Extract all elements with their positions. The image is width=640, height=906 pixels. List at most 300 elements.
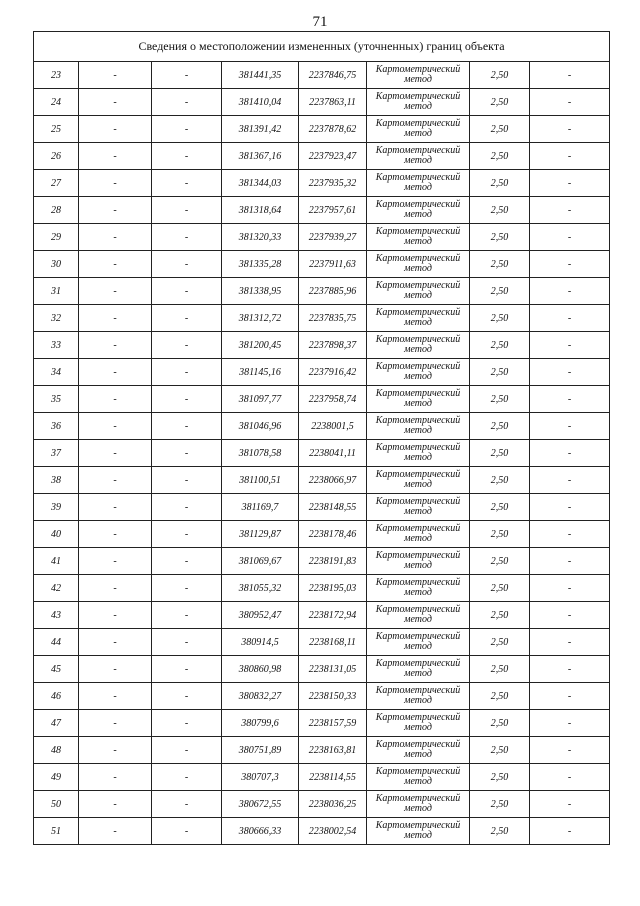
col3-cell: - [152, 710, 222, 737]
accuracy-cell: 2,50 [470, 170, 530, 197]
method-cell [367, 62, 470, 89]
table-row [34, 170, 610, 197]
y-coordinate-cell: 2237958,74 [299, 386, 367, 413]
table-row [34, 683, 610, 710]
table-header: Сведения о местоположении измененных (уточненных) границ объекта [34, 32, 610, 62]
col2-cell: - [79, 386, 152, 413]
col3-cell: - [152, 629, 222, 656]
col2-cell: - [79, 197, 152, 224]
x-coordinate-cell: 380672,55 [222, 791, 299, 818]
col3-cell: - [152, 278, 222, 305]
method-cell [367, 278, 470, 305]
boundary-coordinates-table [33, 31, 610, 845]
y-coordinate-cell: 2237916,42 [299, 359, 367, 386]
point-number-cell: 41 [34, 548, 79, 575]
method-line-2: метод [404, 317, 432, 328]
method-line-2: метод [404, 452, 432, 463]
col3-cell: - [152, 791, 222, 818]
table-row [34, 305, 610, 332]
col2-cell: - [79, 89, 152, 116]
description-cell: - [530, 332, 610, 359]
point-number-cell: 39 [34, 494, 79, 521]
method-line-2: метод [404, 74, 432, 85]
col2-cell: - [79, 818, 152, 845]
table-row [34, 710, 610, 737]
col2-cell: - [79, 62, 152, 89]
method-cell [367, 575, 470, 602]
method-line-1: Картометрический [375, 550, 461, 561]
x-coordinate-cell: 380751,89 [222, 737, 299, 764]
col2-cell: - [79, 413, 152, 440]
method-line-2: метод [404, 749, 432, 760]
col2-cell: - [79, 737, 152, 764]
method-cell [367, 440, 470, 467]
col3-cell: - [152, 656, 222, 683]
accuracy-cell: 2,50 [470, 764, 530, 791]
point-number-cell: 40 [34, 521, 79, 548]
method-cell [367, 602, 470, 629]
table-row [34, 278, 610, 305]
y-coordinate-cell: 2237939,27 [299, 224, 367, 251]
description-cell: - [530, 278, 610, 305]
table-row [34, 656, 610, 683]
x-coordinate-cell: 381410,04 [222, 89, 299, 116]
y-coordinate-cell: 2237957,61 [299, 197, 367, 224]
point-number-cell: 23 [34, 62, 79, 89]
y-coordinate-cell: 2238002,54 [299, 818, 367, 845]
accuracy-cell: 2,50 [470, 278, 530, 305]
x-coordinate-cell: 381335,28 [222, 251, 299, 278]
y-coordinate-cell: 2238114,55 [299, 764, 367, 791]
method-cell [367, 710, 470, 737]
col2-cell: - [79, 116, 152, 143]
description-cell: - [530, 386, 610, 413]
col3-cell: - [152, 116, 222, 143]
col2-cell: - [79, 359, 152, 386]
y-coordinate-cell: 2237835,75 [299, 305, 367, 332]
description-cell: - [530, 791, 610, 818]
method-cell [367, 818, 470, 845]
point-number-cell: 50 [34, 791, 79, 818]
method-cell [367, 683, 470, 710]
point-number-cell: 45 [34, 656, 79, 683]
method-line-2: метод [404, 263, 432, 274]
method-line-1: Картометрический [375, 766, 461, 777]
col2-cell: - [79, 251, 152, 278]
x-coordinate-cell: 380952,47 [222, 602, 299, 629]
table-body [34, 32, 610, 845]
accuracy-cell: 2,50 [470, 143, 530, 170]
y-coordinate-cell: 2237935,32 [299, 170, 367, 197]
page-number: 71 [312, 14, 328, 30]
col3-cell: - [152, 683, 222, 710]
method-line-1: Картометрический [375, 145, 461, 156]
point-number-cell: 26 [34, 143, 79, 170]
y-coordinate-cell: 2238150,33 [299, 683, 367, 710]
method-line-1: Картометрический [375, 469, 461, 480]
method-line-1: Картометрический [375, 91, 461, 102]
col3-cell: - [152, 737, 222, 764]
x-coordinate-cell: 381391,42 [222, 116, 299, 143]
description-cell: - [530, 602, 610, 629]
table-row [34, 818, 610, 845]
x-coordinate-cell: 381097,77 [222, 386, 299, 413]
description-cell: - [530, 440, 610, 467]
x-coordinate-cell: 381078,58 [222, 440, 299, 467]
point-number-cell: 34 [34, 359, 79, 386]
point-number-cell: 25 [34, 116, 79, 143]
x-coordinate-cell: 381169,7 [222, 494, 299, 521]
method-line-1: Картометрический [375, 739, 461, 750]
method-line-1: Картометрический [375, 820, 461, 831]
table-row [34, 494, 610, 521]
method-line-1: Картометрический [375, 712, 461, 723]
point-number-cell: 47 [34, 710, 79, 737]
col2-cell: - [79, 170, 152, 197]
method-cell [367, 332, 470, 359]
point-number-cell: 32 [34, 305, 79, 332]
col3-cell: - [152, 89, 222, 116]
method-line-1: Картометрический [375, 631, 461, 642]
point-number-cell: 49 [34, 764, 79, 791]
method-line-2: метод [404, 371, 432, 382]
point-number-cell: 36 [34, 413, 79, 440]
method-line-1: Картометрический [375, 118, 461, 129]
col2-cell: - [79, 278, 152, 305]
accuracy-cell: 2,50 [470, 656, 530, 683]
accuracy-cell: 2,50 [470, 197, 530, 224]
x-coordinate-cell: 381100,51 [222, 467, 299, 494]
accuracy-cell: 2,50 [470, 521, 530, 548]
col2-cell: - [79, 467, 152, 494]
col3-cell: - [152, 386, 222, 413]
y-coordinate-cell: 2238191,83 [299, 548, 367, 575]
x-coordinate-cell: 380666,33 [222, 818, 299, 845]
method-line-1: Картометрический [375, 577, 461, 588]
col2-cell: - [79, 683, 152, 710]
table-row [34, 548, 610, 575]
col3-cell: - [152, 332, 222, 359]
accuracy-cell: 2,50 [470, 575, 530, 602]
col3-cell: - [152, 143, 222, 170]
accuracy-cell: 2,50 [470, 683, 530, 710]
y-coordinate-cell: 2238172,94 [299, 602, 367, 629]
method-line-2: метод [404, 290, 432, 301]
table-row [34, 413, 610, 440]
table-row [34, 521, 610, 548]
description-cell: - [530, 467, 610, 494]
y-coordinate-cell: 2238157,59 [299, 710, 367, 737]
col2-cell: - [79, 440, 152, 467]
method-cell [367, 386, 470, 413]
y-coordinate-cell: 2237878,62 [299, 116, 367, 143]
col2-cell: - [79, 521, 152, 548]
x-coordinate-cell: 381344,03 [222, 170, 299, 197]
description-cell: - [530, 224, 610, 251]
method-cell [367, 521, 470, 548]
table-row [34, 359, 610, 386]
col3-cell: - [152, 224, 222, 251]
col3-cell: - [152, 764, 222, 791]
method-line-1: Картометрический [375, 307, 461, 318]
y-coordinate-cell: 2238195,03 [299, 575, 367, 602]
point-number-cell: 35 [34, 386, 79, 413]
point-number-cell: 29 [34, 224, 79, 251]
col3-cell: - [152, 305, 222, 332]
point-number-cell: 43 [34, 602, 79, 629]
description-cell: - [530, 548, 610, 575]
x-coordinate-cell: 381046,96 [222, 413, 299, 440]
col2-cell: - [79, 710, 152, 737]
description-cell: - [530, 197, 610, 224]
table-row [34, 224, 610, 251]
accuracy-cell: 2,50 [470, 332, 530, 359]
table-row [34, 62, 610, 89]
accuracy-cell: 2,50 [470, 494, 530, 521]
table-row [34, 251, 610, 278]
description-cell: - [530, 575, 610, 602]
col3-cell: - [152, 62, 222, 89]
description-cell: - [530, 62, 610, 89]
method-line-1: Картометрический [375, 793, 461, 804]
col3-cell: - [152, 413, 222, 440]
col2-cell: - [79, 629, 152, 656]
description-cell: - [530, 656, 610, 683]
description-cell: - [530, 251, 610, 278]
method-line-2: метод [404, 155, 432, 166]
method-cell [367, 737, 470, 764]
col2-cell: - [79, 791, 152, 818]
method-cell [367, 467, 470, 494]
y-coordinate-cell: 2238001,5 [299, 413, 367, 440]
table-row [34, 629, 610, 656]
y-coordinate-cell: 2237898,37 [299, 332, 367, 359]
col3-cell: - [152, 521, 222, 548]
table-row [34, 89, 610, 116]
col2-cell: - [79, 143, 152, 170]
method-line-1: Картометрический [375, 253, 461, 264]
table-row [34, 332, 610, 359]
accuracy-cell: 2,50 [470, 602, 530, 629]
x-coordinate-cell: 381312,72 [222, 305, 299, 332]
method-cell [367, 170, 470, 197]
point-number-cell: 46 [34, 683, 79, 710]
method-line-2: метод [404, 128, 432, 139]
method-line-1: Картометрический [375, 658, 461, 669]
y-coordinate-cell: 2237846,75 [299, 62, 367, 89]
accuracy-cell: 2,50 [470, 710, 530, 737]
accuracy-cell: 2,50 [470, 791, 530, 818]
point-number-cell: 31 [34, 278, 79, 305]
description-cell: - [530, 116, 610, 143]
method-cell [367, 656, 470, 683]
method-cell [367, 359, 470, 386]
table-row [34, 197, 610, 224]
y-coordinate-cell: 2238041,11 [299, 440, 367, 467]
col2-cell: - [79, 656, 152, 683]
accuracy-cell: 2,50 [470, 467, 530, 494]
col3-cell: - [152, 170, 222, 197]
description-cell: - [530, 89, 610, 116]
col3-cell: - [152, 494, 222, 521]
point-number-cell: 51 [34, 818, 79, 845]
description-cell: - [530, 710, 610, 737]
method-cell [367, 305, 470, 332]
x-coordinate-cell: 380707,3 [222, 764, 299, 791]
method-line-1: Картометрический [375, 523, 461, 534]
description-cell: - [530, 764, 610, 791]
point-number-cell: 28 [34, 197, 79, 224]
col3-cell: - [152, 575, 222, 602]
y-coordinate-cell: 2238163,81 [299, 737, 367, 764]
col2-cell: - [79, 224, 152, 251]
description-cell: - [530, 818, 610, 845]
table-row [34, 116, 610, 143]
point-number-cell: 38 [34, 467, 79, 494]
description-cell: - [530, 359, 610, 386]
y-coordinate-cell: 2237911,63 [299, 251, 367, 278]
method-line-2: метод [404, 830, 432, 841]
accuracy-cell: 2,50 [470, 413, 530, 440]
method-cell [367, 764, 470, 791]
x-coordinate-cell: 381338,95 [222, 278, 299, 305]
method-line-2: метод [404, 236, 432, 247]
method-line-2: метод [404, 695, 432, 706]
col3-cell: - [152, 602, 222, 629]
table-row [34, 440, 610, 467]
col2-cell: - [79, 494, 152, 521]
method-line-1: Картометрический [375, 415, 461, 426]
table-row [34, 467, 610, 494]
col3-cell: - [152, 818, 222, 845]
y-coordinate-cell: 2238178,46 [299, 521, 367, 548]
y-coordinate-cell: 2237923,47 [299, 143, 367, 170]
method-cell [367, 89, 470, 116]
accuracy-cell: 2,50 [470, 116, 530, 143]
point-number-cell: 27 [34, 170, 79, 197]
accuracy-cell: 2,50 [470, 89, 530, 116]
method-line-2: метод [404, 776, 432, 787]
col3-cell: - [152, 251, 222, 278]
x-coordinate-cell: 381318,64 [222, 197, 299, 224]
point-number-cell: 33 [34, 332, 79, 359]
col3-cell: - [152, 548, 222, 575]
table-row [34, 602, 610, 629]
method-line-2: метод [404, 803, 432, 814]
method-line-1: Картометрический [375, 388, 461, 399]
point-number-cell: 48 [34, 737, 79, 764]
x-coordinate-cell: 381055,32 [222, 575, 299, 602]
y-coordinate-cell: 2238148,55 [299, 494, 367, 521]
accuracy-cell: 2,50 [470, 224, 530, 251]
x-coordinate-cell: 380860,98 [222, 656, 299, 683]
method-line-2: метод [404, 506, 432, 517]
method-cell [367, 197, 470, 224]
method-cell [367, 224, 470, 251]
description-cell: - [530, 683, 610, 710]
method-line-2: метод [404, 479, 432, 490]
method-line-2: метод [404, 182, 432, 193]
method-line-1: Картометрический [375, 496, 461, 507]
method-line-1: Картометрический [375, 172, 461, 183]
accuracy-cell: 2,50 [470, 737, 530, 764]
table-row [34, 143, 610, 170]
method-line-2: метод [404, 668, 432, 679]
method-line-1: Картометрический [375, 604, 461, 615]
method-line-2: метод [404, 587, 432, 598]
y-coordinate-cell: 2238168,11 [299, 629, 367, 656]
x-coordinate-cell: 380914,5 [222, 629, 299, 656]
method-line-1: Картометрический [375, 280, 461, 291]
method-line-2: метод [404, 425, 432, 436]
method-cell [367, 251, 470, 278]
y-coordinate-cell: 2238036,25 [299, 791, 367, 818]
description-cell: - [530, 170, 610, 197]
point-number-cell: 44 [34, 629, 79, 656]
col2-cell: - [79, 602, 152, 629]
y-coordinate-cell: 2237863,11 [299, 89, 367, 116]
method-line-1: Картометрический [375, 442, 461, 453]
x-coordinate-cell: 381069,67 [222, 548, 299, 575]
description-cell: - [530, 629, 610, 656]
method-line-1: Картометрический [375, 685, 461, 696]
method-line-2: метод [404, 101, 432, 112]
x-coordinate-cell: 380799,6 [222, 710, 299, 737]
method-line-1: Картометрический [375, 226, 461, 237]
table-row [34, 737, 610, 764]
method-line-2: метод [404, 209, 432, 220]
col3-cell: - [152, 440, 222, 467]
method-line-1: Картометрический [375, 334, 461, 345]
col2-cell: - [79, 575, 152, 602]
col2-cell: - [79, 548, 152, 575]
method-cell [367, 629, 470, 656]
description-cell: - [530, 143, 610, 170]
table-row [34, 575, 610, 602]
x-coordinate-cell: 381320,33 [222, 224, 299, 251]
point-number-cell: 30 [34, 251, 79, 278]
method-line-2: метод [404, 560, 432, 571]
table-header-row [34, 32, 610, 62]
col2-cell: - [79, 305, 152, 332]
table-row [34, 791, 610, 818]
table-row [34, 764, 610, 791]
accuracy-cell: 2,50 [470, 62, 530, 89]
description-cell: - [530, 413, 610, 440]
accuracy-cell: 2,50 [470, 305, 530, 332]
method-line-2: метод [404, 722, 432, 733]
x-coordinate-cell: 381200,45 [222, 332, 299, 359]
method-cell [367, 116, 470, 143]
description-cell: - [530, 305, 610, 332]
accuracy-cell: 2,50 [470, 359, 530, 386]
y-coordinate-cell: 2238131,05 [299, 656, 367, 683]
accuracy-cell: 2,50 [470, 629, 530, 656]
accuracy-cell: 2,50 [470, 440, 530, 467]
description-cell: - [530, 494, 610, 521]
col3-cell: - [152, 359, 222, 386]
method-line-2: метод [404, 641, 432, 652]
method-cell [367, 548, 470, 575]
description-cell: - [530, 521, 610, 548]
point-number-cell: 42 [34, 575, 79, 602]
method-line-1: Картометрический [375, 361, 461, 372]
table-row [34, 386, 610, 413]
accuracy-cell: 2,50 [470, 386, 530, 413]
method-line-2: метод [404, 614, 432, 625]
point-number-cell: 37 [34, 440, 79, 467]
x-coordinate-cell: 381129,87 [222, 521, 299, 548]
